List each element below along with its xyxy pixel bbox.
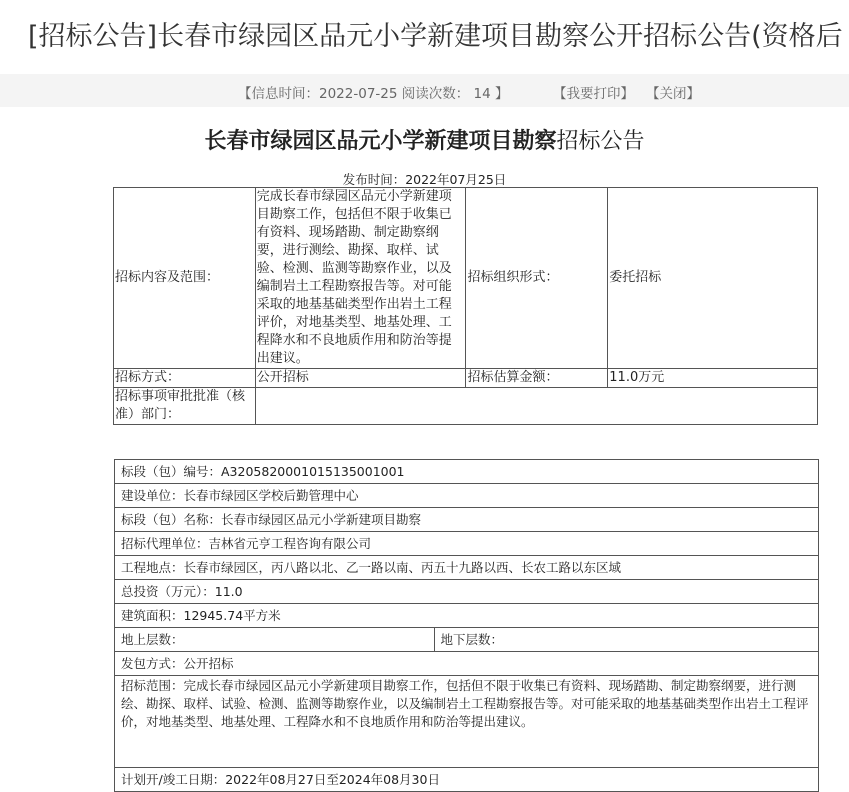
floors-below: 地下层数： (434, 628, 818, 652)
builder: 建设单位：长春市绿园区学校后勤管理中心 (115, 484, 819, 508)
approval-value (255, 388, 817, 425)
section-code: 标段（包）编号：A3205820001015135001001 (115, 460, 819, 484)
close-link[interactable]: 【关闭】 (646, 86, 700, 102)
method-label: 招标方式： (114, 369, 256, 388)
publish-time: 发布时间：2022年07月25日 (342, 172, 507, 187)
floors-above: 地上层数： (115, 628, 435, 652)
document-title-normal: 招标公告 (556, 129, 645, 154)
print-link[interactable]: 【我要打印】 (553, 86, 634, 102)
location: 工程地点：长春市绿园区，丙八路以北、乙一路以南、丙五十九路以西、长农工路以东区域 (115, 556, 819, 580)
area: 建筑面积：12945.74平方米 (115, 604, 819, 628)
agency: 招标代理单位：吉林省元亨工程咨询有限公司 (115, 532, 819, 556)
section-name: 标段（包）名称：长春市绿园区品元小学新建项目勘察 (115, 508, 819, 532)
page-title: [招标公告]长春市绿园区品元小学新建项目勘察公开招标公告(资格后 (28, 21, 843, 52)
document-title (0, 124, 849, 155)
detail-table (114, 459, 819, 792)
detail-scope: 招标范围：完成长春市绿园区品元小学新建项目勘察工作，包括但不限于收集已有资料、现场踏勘、制定勘察纲要，进行测绘、勘探、取样、试验、检测、监测等勘察作业，以及编制岩土工程勘察报告等。对可能采取的地基基础类型作出岩土工程评价，对地基类型、地基处理、工程降水和不良地质作用和防治等提出建议。 (115, 676, 819, 768)
contract-method: 发包方式：公开招标 (115, 652, 819, 676)
summary-table (113, 187, 818, 425)
approval-label: 招标事项审批批准（核准）部门： (114, 388, 256, 425)
scope-label: 招标内容及范围： (114, 188, 256, 369)
info-time-views: 【信息时间：2022-07-25 阅读次数： 14 】 (238, 86, 509, 102)
document-title-bold: 长春市绿园区品元小学新建项目勘察 (204, 129, 557, 154)
info-bar (0, 74, 849, 107)
scope-value: 完成长春市绿园区品元小学新建项目勘察工作，包括但不限于收集已有资料、现场踏勘、制定勘察纲要，进行测绘、勘探、取样、试验、检测、监测等勘察作业，以及编制岩土工程勘察报告等。对可能采取的地基基础类型作出岩土工程评价，对地基类型、地基处理、工程降水和不良地质作用和防治等提出建议。 (255, 188, 466, 369)
budget-value: 11.0万元 (608, 369, 818, 388)
investment: 总投资（万元）：11.0 (115, 580, 819, 604)
method-value: 公开招标 (255, 369, 466, 388)
org-form-value: 委托招标 (608, 188, 818, 369)
budget-label: 招标估算金额： (466, 369, 608, 388)
schedule: 计划开/竣工日期：2022年08月27日至2024年08月30日 (115, 768, 819, 792)
org-form-label: 招标组织形式： (466, 188, 608, 369)
